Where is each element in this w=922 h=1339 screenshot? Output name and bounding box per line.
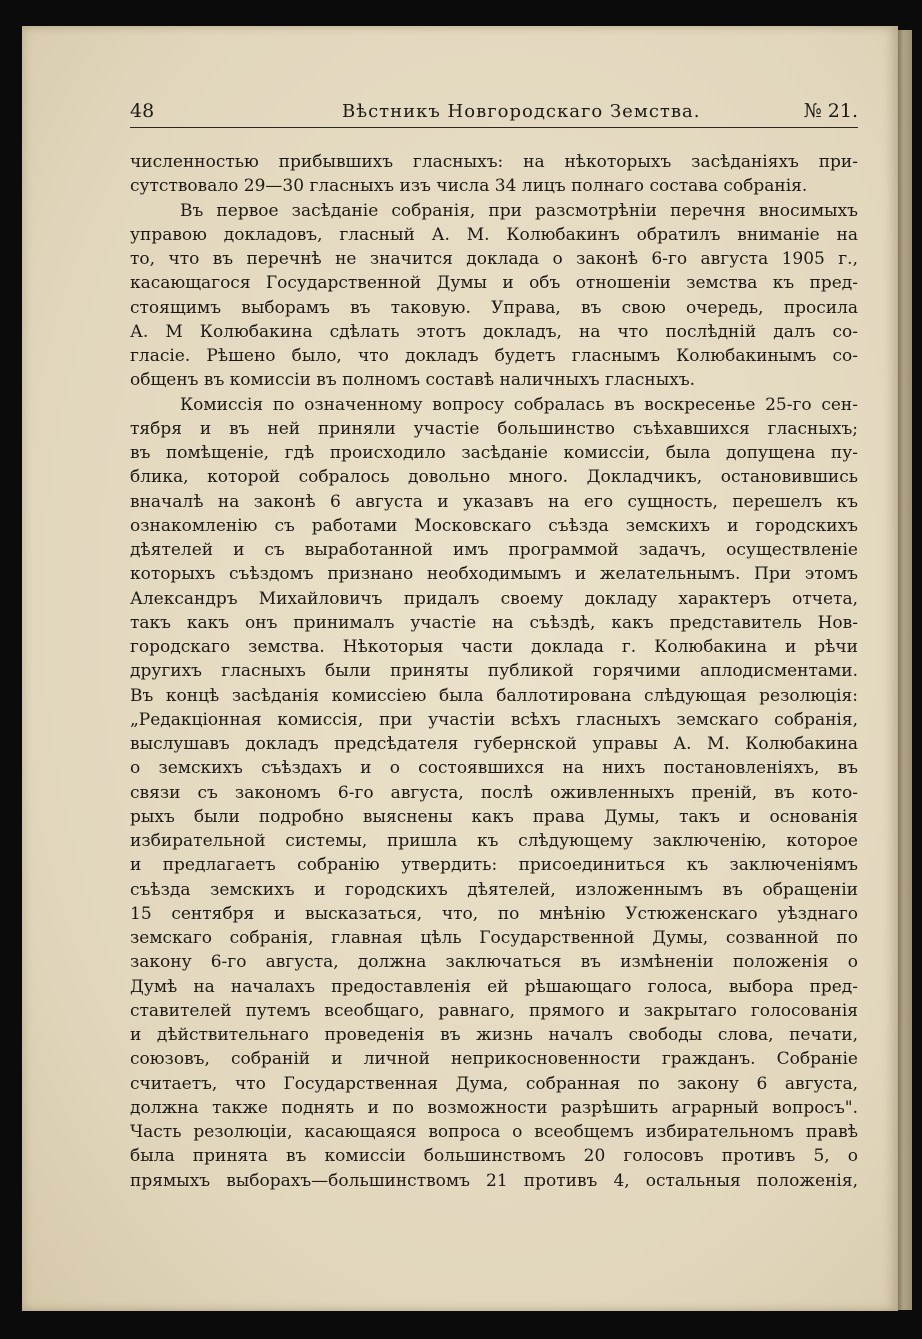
text-line: избирательной системы, пришла къ слѣдующему заключенію, которое — [130, 831, 858, 851]
text-line: Часть резолюціи, касающаяся вопроса о всеобщемъ избирательномъ правѣ — [130, 1122, 858, 1142]
text-line: городскаго земства. Нѣкоторыя части доклада г. Колюбакина и рѣчи — [130, 637, 858, 657]
text-line: Комиссія по означенному вопросу собралась въ воскресенье 25-го сен- — [180, 394, 858, 415]
text-line: общенъ въ комиссіи въ полномъ составѣ наличныхъ гласныхъ. — [130, 370, 696, 391]
text-line: управою докладовъ, гласный А. М. Колюбакинъ обратилъ вниманіе на — [130, 224, 858, 245]
text-line: 15 сентября и высказаться, что, по мнѣнію Устюженскаго уѣзднаго — [130, 903, 858, 924]
page-edge — [898, 30, 912, 1310]
text-line: въ помѣщеніе, гдѣ происходило засѣданіе комиссіи, была допущена пу- — [130, 443, 858, 463]
page-number: 48 — [130, 100, 155, 122]
text-line: вначалѣ на законѣ 6 августа и указавъ на его сущность, перешелъ къ — [130, 491, 858, 512]
text-line: Александръ Михайловичъ придалъ своему докладу характеръ отчета, — [130, 588, 858, 609]
text-line: то, что въ перечнѣ не значится доклада о законѣ 6-го августа 1905 г., — [130, 249, 858, 269]
text-line: касающагося Государственной Думы и объ отношеніи земства къ пред- — [130, 273, 858, 294]
text-line: А. М Колюбакина сдѣлать этотъ докладъ, на что послѣдній далъ со- — [130, 321, 858, 342]
text-line: и предлагаетъ собранію утвердить: присоединиться къ заключеніямъ — [130, 855, 858, 876]
text-line: дѣятелей и съ выработанной имъ программой задачъ, осуществленіе — [130, 540, 858, 560]
text-line: ознакомленію съ работами Московскаго съѣзда земскихъ и городскихъ — [130, 515, 858, 536]
text-line: численностью прибывшихъ гласныхъ: на нѣкоторыхъ засѣданіяхъ при- — [130, 152, 858, 172]
text-line: другихъ гласныхъ были приняты публикой горячими аплодисментами. — [130, 661, 858, 682]
text-line: сутствовало 29—30 гласныхъ изъ числа 34 лицъ полнаго состава собранія. — [130, 176, 808, 197]
text-line: съѣзда земскихъ и городскихъ дѣятелей, изложеннымъ въ обращеніи — [130, 879, 858, 900]
text-line: и дѣйствительнаго проведенія въ жизнь началъ свободы слова, печати, — [130, 1025, 858, 1045]
text-line: связи съ закономъ 6-го августа, послѣ оживленныхъ преній, въ кото- — [130, 782, 858, 803]
text-line: такъ какъ онъ принималъ участіе на съѣздѣ, какъ представитель Нов- — [130, 612, 858, 633]
text-line: была принята въ комиссіи большинствомъ 20 голосовъ противъ 5, о — [130, 1146, 858, 1167]
text-line: союзовъ, собраній и личной неприкосновенности гражданъ. Собраніе — [130, 1049, 858, 1070]
text-line: Думѣ на началахъ предоставленія ей рѣшающаго голоса, выбора пред- — [130, 976, 858, 997]
text-line: выслушавъ докладъ предсѣдателя губернской управы А. М. Колюбакина — [130, 734, 858, 754]
text-line: прямыхъ выборахъ—большинствомъ 21 противъ 4, остальныя положенія, — [130, 1170, 858, 1191]
body-text — [130, 150, 858, 1193]
header-rule — [130, 127, 858, 128]
text-line: стоящимъ выборамъ въ таковую. Управа, въ свою очередь, просила — [130, 297, 858, 318]
text-line: о земскихъ съѣздахъ и о состоявшихся на нихъ постановленіяхъ, въ — [130, 758, 858, 779]
text-line: „Редакціонная комиссія, при участіи всѣхъ гласныхъ земскаго собранія, — [130, 709, 858, 730]
text-line: рыхъ были подробно выяснены какъ права Думы, такъ и основанія — [130, 806, 858, 827]
text-line: земскаго собранія, главная цѣль Государственной Думы, созванной по — [130, 928, 858, 948]
text-line: ставителей путемъ всеобщаго, равнаго, прямого и закрытаго голосованія — [130, 1000, 858, 1021]
text-line: блика, которой собралось довольно много. Докладчикъ, остановившись — [130, 467, 858, 488]
page-header — [130, 98, 858, 126]
text-line: Въ концѣ засѣданія комиссіею была баллотирована слѣдующая резолюція: — [130, 685, 858, 706]
text-line: которыхъ съѣздомъ признано необходимымъ и желательнымъ. При этомъ — [130, 564, 858, 585]
text-line: Въ первое засѣданіе собранія, при разсмотрѣніи перечня вносимыхъ — [180, 200, 858, 221]
issue-number: № 21. — [803, 100, 858, 122]
text-line: считаетъ, что Государственная Дума, собранная по закону 6 августа, — [130, 1073, 858, 1094]
text-line: гласіе. Рѣшено было, что докладъ будетъ гласнымъ Колюбакинымъ со- — [130, 346, 858, 366]
text-line: должна также поднять и по возможности разрѣшить аграрный вопросъ". — [130, 1097, 858, 1118]
text-line: закону 6-го августа, должна заключаться въ измѣненіи положенія о — [130, 952, 858, 973]
running-title: Вѣстникъ Новгородскаго Земства. — [342, 101, 701, 122]
text-line: тября и въ ней приняли участіе большинство съѣхавшихся гласныхъ; — [130, 418, 858, 439]
